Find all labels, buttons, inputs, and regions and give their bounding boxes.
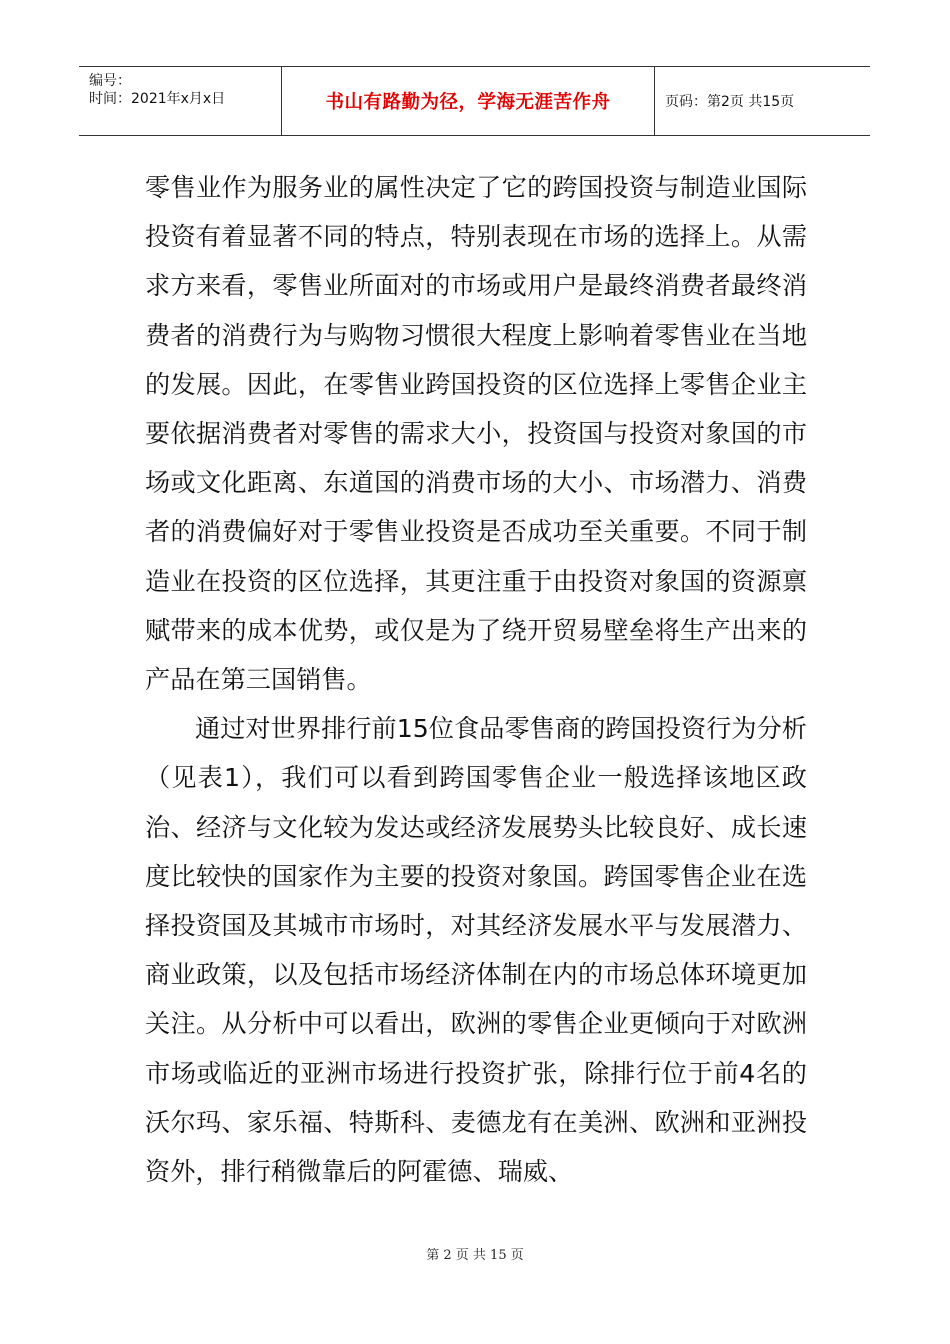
page-footer: 第 2 页 共 15 页 [426,1248,524,1263]
document-number-label: 编号： [89,73,131,89]
body-paragraph-2: 通过对世界排行前15位食品零售商的跨国投资行为分析（见表1），我们可以看到跨国零售企业一般选择该地区政治、经济与文化较为发达或经济发展势头比较良好、成长速度比较快的国家作为主要的投资对象国。跨国零售企业在选择投资国及其城市市场时，对其经济发展水平与发展潜力、商业政策，以及包括市场经济体制在内的市场总体环境更加关注。从分析中可以看出，欧洲的零售企业更倾向于对欧洲市场或临近的亚洲市场进行投资扩张，除排行位于前4名的沃尔玛、家乐福、特斯科、麦德龙有在美洲、欧洲和亚洲投资外，排行稍微靠后的阿霍德、瑞威、 [145,714,807,1187]
header-motto: 书山有路勤为径，学海无涯苦作舟 [282,67,655,135]
document-body [145,163,807,1196]
body-paragraph-1: 零售业作为服务业的属性决定了它的跨国投资与制造业国际投资有着显著不同的特点，特别表现在市场的选择上。从需求方来看，零售业所面对的市场或用户是最终消费者最终消费者的消费行为与购物习惯很大程度上影响着零售业在当地的发展。因此，在零售业跨国投资的区位选择上零售企业主要依据消费者对零售的需求大小，投资国与投资对象国的市场或文化距离、东道国的消费市场的大小、市场潜力、消费者的消费偏好对于零售业投资是否成功至关重要。不同于制造业在投资的区位选择，其更注重于由投资对象国的资源禀赋带来的成本优势，或仅是为了绕开贸易壁垒将生产出来的产品在第三国销售。 [145,173,807,695]
header-page-info: 页码：第2页 共15页 [665,94,795,110]
page-header [79,66,870,136]
header-meta [79,67,282,135]
document-date: 时间：2021年x月x日 [89,91,226,107]
